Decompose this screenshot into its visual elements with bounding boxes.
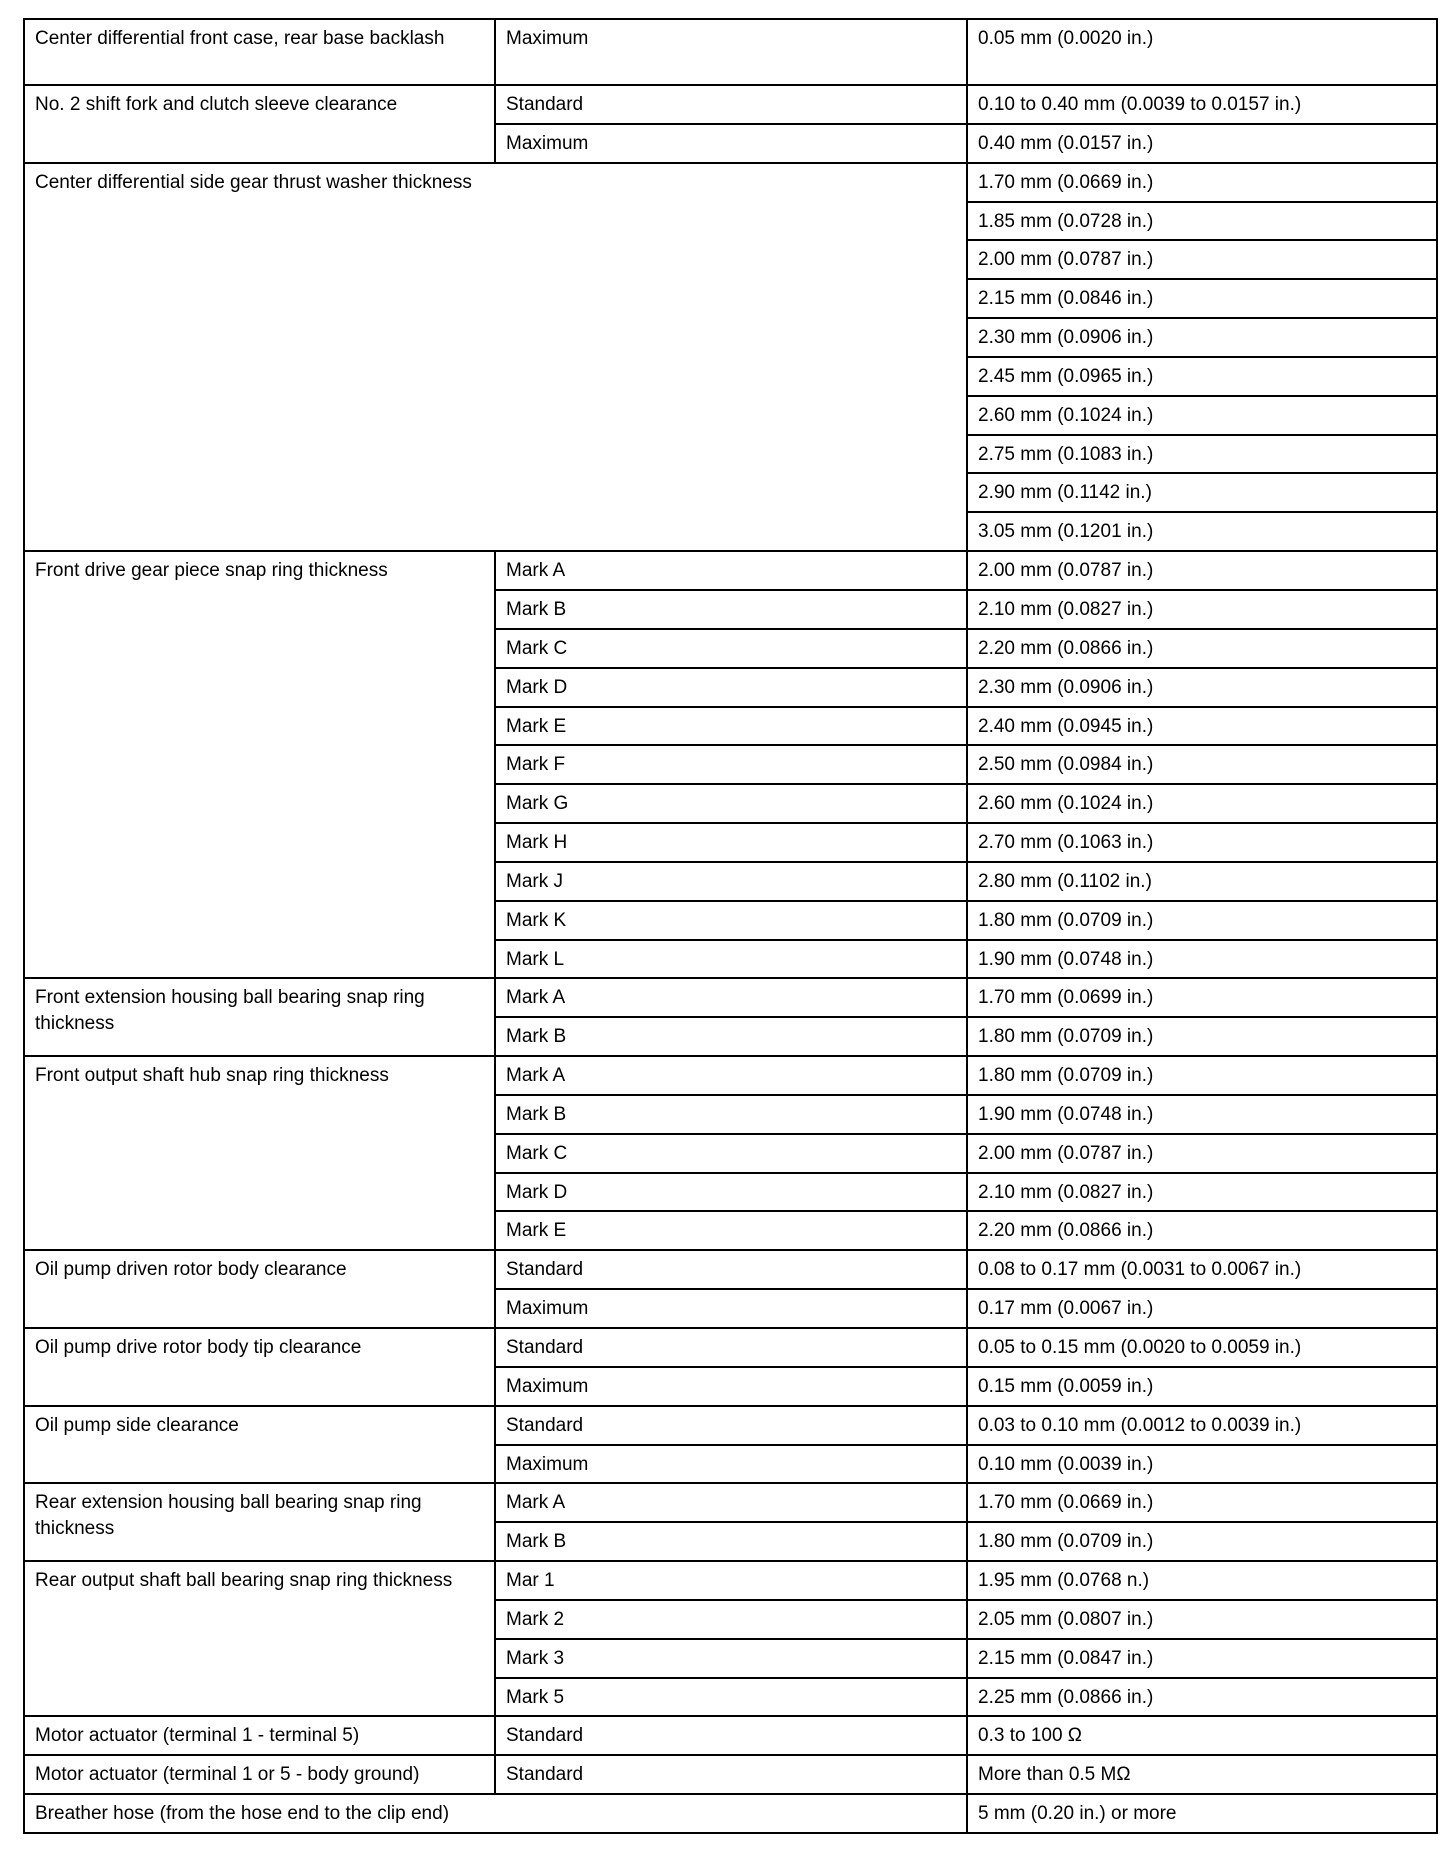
condition-cell: Mark C — [495, 629, 967, 668]
condition-cell: Standard — [495, 1755, 967, 1794]
value-cell: 2.60 mm (0.1024 in.) — [967, 396, 1437, 435]
table-row — [24, 1716, 1437, 1755]
item-cell: Motor actuator (terminal 1 or 5 - body ground) — [24, 1755, 495, 1794]
table-row — [24, 1483, 1437, 1522]
condition-cell: Mark A — [495, 1056, 967, 1095]
specification-table-body — [24, 19, 1437, 1833]
table-row — [24, 1755, 1437, 1794]
value-cell: 1.70 mm (0.0699 in.) — [967, 978, 1437, 1017]
condition-cell: Mark 3 — [495, 1639, 967, 1678]
condition-cell: Mark E — [495, 707, 967, 746]
condition-cell: Mark H — [495, 823, 967, 862]
condition-cell: Mark L — [495, 940, 967, 979]
value-cell: 2.80 mm (0.1102 in.) — [967, 862, 1437, 901]
condition-cell: Mark B — [495, 590, 967, 629]
value-cell: 1.80 mm (0.0709 in.) — [967, 1056, 1437, 1095]
value-cell: 0.17 mm (0.0067 in.) — [967, 1289, 1437, 1328]
table-row — [24, 978, 1437, 1017]
value-cell: 0.10 to 0.40 mm (0.0039 to 0.0157 in.) — [967, 85, 1437, 124]
table-row — [24, 551, 1437, 590]
value-cell: 0.3 to 100 Ω — [967, 1716, 1437, 1755]
condition-cell: Mark D — [495, 668, 967, 707]
value-cell: 1.90 mm (0.0748 in.) — [967, 940, 1437, 979]
value-cell: 2.45 mm (0.0965 in.) — [967, 357, 1437, 396]
condition-cell: Maximum — [495, 1289, 967, 1328]
condition-cell: Mark J — [495, 862, 967, 901]
value-cell: 1.90 mm (0.0748 in.) — [967, 1095, 1437, 1134]
condition-cell: Mark C — [495, 1134, 967, 1173]
item-cell: Oil pump drive rotor body tip clearance — [24, 1328, 495, 1406]
item-cell: Center differential front case, rear base backlash — [24, 19, 495, 85]
value-cell: 0.05 to 0.15 mm (0.0020 to 0.0059 in.) — [967, 1328, 1437, 1367]
value-cell: 1.70 mm (0.0669 in.) — [967, 1483, 1437, 1522]
value-cell: 2.20 mm (0.0866 in.) — [967, 1211, 1437, 1250]
value-cell: 2.10 mm (0.0827 in.) — [967, 590, 1437, 629]
condition-cell: Mark B — [495, 1522, 967, 1561]
item-cell: Rear output shaft ball bearing snap ring thickness — [24, 1561, 495, 1716]
item-cell: Motor actuator (terminal 1 - terminal 5) — [24, 1716, 495, 1755]
value-cell: 0.03 to 0.10 mm (0.0012 to 0.0039 in.) — [967, 1406, 1437, 1445]
condition-cell: Mark F — [495, 745, 967, 784]
value-cell: 2.20 mm (0.0866 in.) — [967, 629, 1437, 668]
condition-cell: Mark 2 — [495, 1600, 967, 1639]
value-cell: 5 mm (0.20 in.) or more — [967, 1794, 1437, 1833]
item-cell: Rear extension housing ball bearing snap ring thickness — [24, 1483, 495, 1561]
condition-cell: Maximum — [495, 1367, 967, 1406]
condition-cell: Standard — [495, 85, 967, 124]
condition-cell: Mark D — [495, 1173, 967, 1212]
value-cell: 2.00 mm (0.0787 in.) — [967, 1134, 1437, 1173]
condition-cell: Mark K — [495, 901, 967, 940]
table-row — [24, 19, 1437, 85]
condition-cell: Mark B — [495, 1095, 967, 1134]
value-cell: 2.75 mm (0.1083 in.) — [967, 435, 1437, 474]
condition-cell: Standard — [495, 1328, 967, 1367]
value-cell: 1.80 mm (0.0709 in.) — [967, 901, 1437, 940]
value-cell: More than 0.5 MΩ — [967, 1755, 1437, 1794]
value-cell: 2.25 mm (0.0866 in.) — [967, 1678, 1437, 1717]
item-cell: Front extension housing ball bearing snap ring thickness — [24, 978, 495, 1056]
value-cell: 2.00 mm (0.0787 in.) — [967, 240, 1437, 279]
value-cell: 1.85 mm (0.0728 in.) — [967, 202, 1437, 241]
value-cell: 2.10 mm (0.0827 in.) — [967, 1173, 1437, 1212]
item-cell: No. 2 shift fork and clutch sleeve clearance — [24, 85, 495, 163]
condition-cell: Mark A — [495, 978, 967, 1017]
condition-cell: Standard — [495, 1406, 967, 1445]
value-cell: 0.08 to 0.17 mm (0.0031 to 0.0067 in.) — [967, 1250, 1437, 1289]
value-cell: 0.15 mm (0.0059 in.) — [967, 1367, 1437, 1406]
table-row — [24, 1328, 1437, 1367]
value-cell: 0.40 mm (0.0157 in.) — [967, 124, 1437, 163]
value-cell: 2.40 mm (0.0945 in.) — [967, 707, 1437, 746]
value-cell: 2.30 mm (0.0906 in.) — [967, 318, 1437, 357]
value-cell: 2.70 mm (0.1063 in.) — [967, 823, 1437, 862]
condition-cell: Maximum — [495, 124, 967, 163]
table-row — [24, 1794, 1437, 1833]
condition-cell: Mark B — [495, 1017, 967, 1056]
value-cell: 2.30 mm (0.0906 in.) — [967, 668, 1437, 707]
value-cell: 2.50 mm (0.0984 in.) — [967, 745, 1437, 784]
table-row — [24, 163, 1437, 202]
condition-cell: Standard — [495, 1250, 967, 1289]
value-cell: 2.15 mm (0.0847 in.) — [967, 1639, 1437, 1678]
value-cell: 2.90 mm (0.1142 in.) — [967, 473, 1437, 512]
condition-cell: Mar 1 — [495, 1561, 967, 1600]
item-cell: Oil pump side clearance — [24, 1406, 495, 1484]
value-cell: 1.80 mm (0.0709 in.) — [967, 1522, 1437, 1561]
table-row — [24, 1406, 1437, 1445]
value-cell: 2.15 mm (0.0846 in.) — [967, 279, 1437, 318]
condition-cell: Mark E — [495, 1211, 967, 1250]
table-row — [24, 85, 1437, 124]
item-cell: Center differential side gear thrust washer thickness — [24, 163, 967, 551]
value-cell: 0.10 mm (0.0039 in.) — [967, 1445, 1437, 1484]
value-cell: 2.00 mm (0.0787 in.) — [967, 551, 1437, 590]
value-cell: 2.60 mm (0.1024 in.) — [967, 784, 1437, 823]
condition-cell: Maximum — [495, 1445, 967, 1484]
condition-cell: Mark A — [495, 551, 967, 590]
item-cell: Breather hose (from the hose end to the clip end) — [24, 1794, 967, 1833]
value-cell: 1.80 mm (0.0709 in.) — [967, 1017, 1437, 1056]
table-row — [24, 1056, 1437, 1095]
item-cell: Front output shaft hub snap ring thickness — [24, 1056, 495, 1250]
value-cell: 1.95 mm (0.0768 n.) — [967, 1561, 1437, 1600]
specification-table — [23, 18, 1438, 1834]
condition-cell: Mark G — [495, 784, 967, 823]
value-cell: 1.70 mm (0.0669 in.) — [967, 163, 1437, 202]
value-cell: 2.05 mm (0.0807 in.) — [967, 1600, 1437, 1639]
condition-cell: Mark 5 — [495, 1678, 967, 1717]
value-cell: 3.05 mm (0.1201 in.) — [967, 512, 1437, 551]
item-cell: Front drive gear piece snap ring thickness — [24, 551, 495, 978]
value-cell: 0.05 mm (0.0020 in.) — [967, 19, 1437, 85]
table-row — [24, 1561, 1437, 1600]
condition-cell: Standard — [495, 1716, 967, 1755]
condition-cell: Maximum — [495, 19, 967, 85]
table-row — [24, 1250, 1437, 1289]
condition-cell: Mark A — [495, 1483, 967, 1522]
item-cell: Oil pump driven rotor body clearance — [24, 1250, 495, 1328]
